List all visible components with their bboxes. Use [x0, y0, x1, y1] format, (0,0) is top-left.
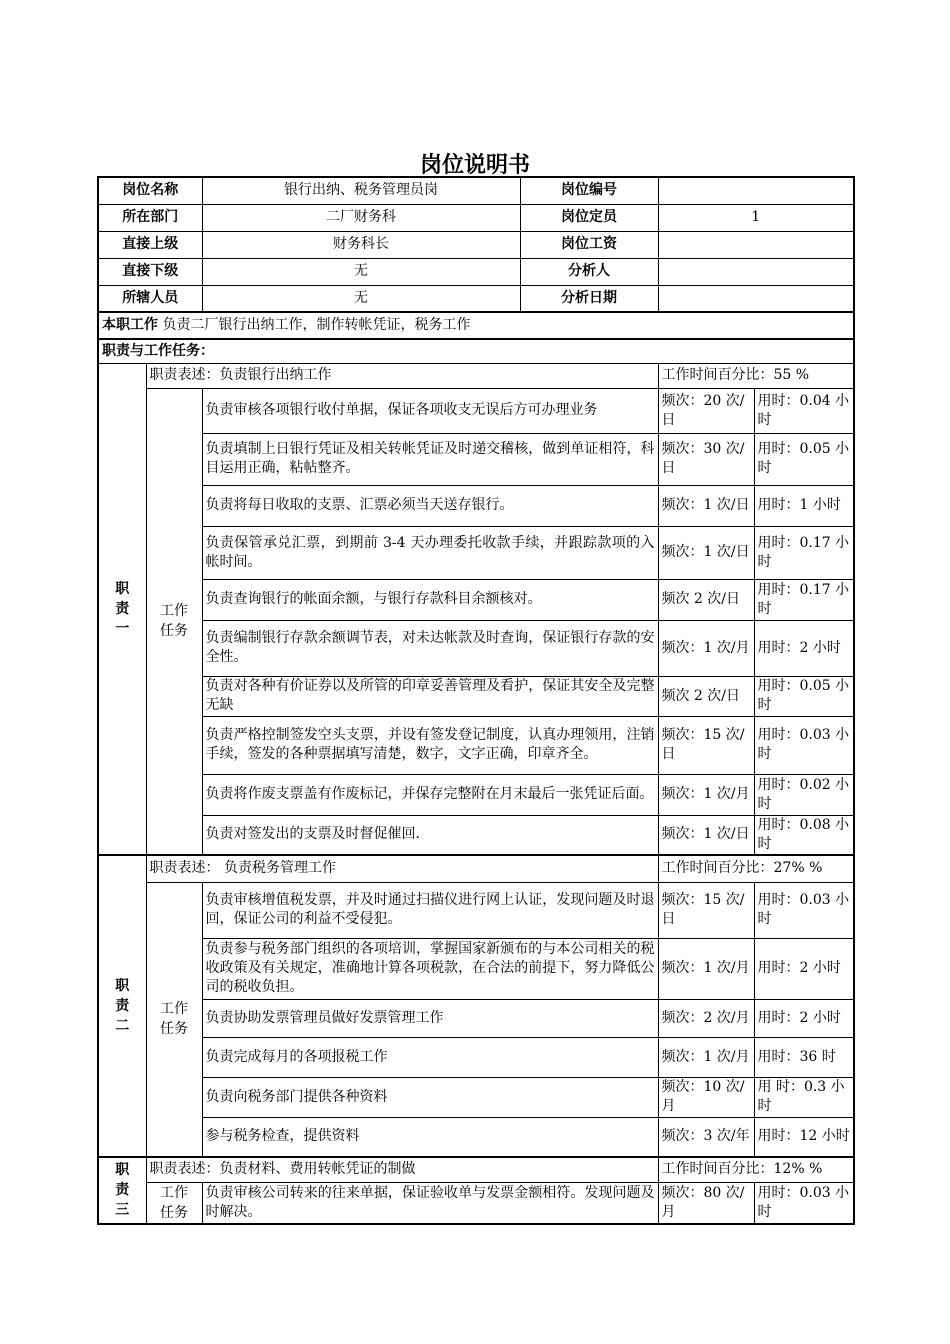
analysis-date-label: 分析日期	[520, 285, 658, 312]
duty-pct: 工作时间百分比：55 %	[658, 363, 854, 388]
task-freq: 频次：10 次/ 月	[658, 1077, 754, 1117]
task-freq: 频次：15 次/日	[658, 716, 754, 774]
work-task-label: 工作任务	[146, 1182, 202, 1224]
job-description-table	[97, 176, 855, 1225]
task-freq: 频次：1 次/日	[658, 526, 754, 579]
main-work-label: 本职工作	[102, 317, 158, 333]
task-time: 用时：0.02 小时	[754, 774, 854, 815]
duty-desc: 职责表述：负责材料、费用转帐凭证的制做	[146, 1157, 658, 1182]
analyst-value	[658, 258, 854, 285]
main-work-text: 负责二厂银行出纳工作，制作转帐凭证，税务工作	[162, 317, 471, 333]
task-freq: 频次：3 次/年	[658, 1117, 754, 1157]
task-time: 用时：2 小时	[754, 999, 854, 1037]
task-freq: 频次 2 次/日	[658, 579, 754, 620]
task-time: 用时：36 时	[754, 1037, 854, 1077]
job-no-value	[658, 177, 854, 204]
governed-value: 无	[202, 285, 520, 312]
task-text: 负责严格控制签发空头支票，并设有签发登记制度，认真办理领用，注销手续，签发的各种票据填写清楚，数字，文字正确，印章齐全。	[202, 716, 658, 774]
main-work-row	[98, 312, 854, 339]
task-freq: 频次：1 次/月	[658, 1037, 754, 1077]
task-time: 用时：0.17 小时	[754, 579, 854, 620]
task-freq: 频次：1 次/月	[658, 774, 754, 815]
task-text: 负责审核公司转来的往来单据，保证验收单与发票金额相符。发现问题及时解决。	[202, 1182, 658, 1224]
analysis-date-value	[658, 285, 854, 312]
task-time: 用 时：0.3 小时	[754, 1077, 854, 1117]
task-time: 用时：0.03 小时	[754, 882, 854, 938]
duty-pct: 工作时间百分比：27% %	[658, 855, 854, 882]
task-text: 负责协助发票管理员做好发票管理工作	[202, 999, 658, 1037]
task-freq: 频次：20 次/日	[658, 388, 754, 433]
task-time: 用时：2 小时	[754, 938, 854, 999]
task-freq: 频次：15 次/日	[658, 882, 754, 938]
task-time: 用时：1 小时	[754, 485, 854, 526]
subordinate-label: 直接下级	[98, 258, 202, 285]
task-time: 用时：2 小时	[754, 620, 854, 676]
task-time: 用时：0.03 小时	[754, 716, 854, 774]
dept-value: 二厂财务科	[202, 204, 520, 231]
task-text: 参与税务检查，提供资料	[202, 1117, 658, 1157]
analyst-label: 分析人	[520, 258, 658, 285]
task-time: 用时：0.08 小时	[754, 815, 854, 855]
task-time: 用时：0.05 小时	[754, 676, 854, 716]
task-text: 负责审核增值税发票，并及时通过扫描仪进行网上认证，发现问题及时退回，保证公司的利益不受侵犯。	[202, 882, 658, 938]
salary-value	[658, 231, 854, 258]
task-freq: 频次：1 次/日	[658, 485, 754, 526]
task-text: 负责完成每月的各项报税工作	[202, 1037, 658, 1077]
work-task-label: 工作任务	[146, 388, 202, 855]
task-text: 负责将每日收取的支票、汇票必须当天送存银行。	[202, 485, 658, 526]
job-name-label: 岗位名称	[98, 177, 202, 204]
task-text: 负责审核各项银行收付单据，保证各项收支无误后方可办理业务	[202, 388, 658, 433]
task-freq: 频次：30 次/日	[658, 433, 754, 485]
task-text: 负责对各种有价证券以及所管的印章妥善管理及看护，保证其安全及完整无缺	[202, 676, 658, 716]
task-text: 负责对签发出的支票及时督促催回.	[202, 815, 658, 855]
task-text: 负责查询银行的帐面余额，与银行存款科目余额核对。	[202, 579, 658, 620]
task-freq: 频次：1 次/月	[658, 938, 754, 999]
governed-label: 所辖人员	[98, 285, 202, 312]
headcount-value: 1	[658, 204, 854, 231]
task-freq: 频次 2 次/日	[658, 676, 754, 716]
task-text: 负责填制上日银行凭证及相关转帐凭证及时递交稽核，做到单证相符，科目运用正确，粘帖整齐。	[202, 433, 658, 485]
dept-label: 所在部门	[98, 204, 202, 231]
task-text: 负责保管承兑汇票，到期前 3-4 天办理委托收款手续，并跟踪款项的入帐时间。	[202, 526, 658, 579]
task-freq: 频次：1 次/月	[658, 620, 754, 676]
subordinate-value: 无	[202, 258, 520, 285]
duties-heading: 职责与工作任务：	[98, 339, 854, 363]
task-text: 负责向税务部门提供各种资料	[202, 1077, 658, 1117]
task-time: 用时：0.05 小时	[754, 433, 854, 485]
job-no-label: 岗位编号	[520, 177, 658, 204]
salary-label: 岗位工资	[520, 231, 658, 258]
task-freq: 频次：2 次/月	[658, 999, 754, 1037]
task-freq: 频次：80 次/ 月	[658, 1182, 754, 1224]
page-title: 岗位说明书	[419, 153, 530, 178]
duty-desc: 职责表述：负责银行出纳工作	[146, 363, 658, 388]
duty-name: 职责三	[98, 1157, 146, 1224]
headcount-label: 岗位定员	[520, 204, 658, 231]
duty-desc: 职责表述： 负责税务管理工作	[146, 855, 658, 882]
task-time: 用时：12 小时	[754, 1117, 854, 1157]
superior-value: 财务科长	[202, 231, 520, 258]
duty-pct: 工作时间百分比：12% %	[658, 1157, 854, 1182]
task-time: 用时：0.04 小时	[754, 388, 854, 433]
work-task-label: 工作任务	[146, 882, 202, 1157]
task-text: 负责参与税务部门组织的各项培训，掌握国家新颁布的与本公司相关的税收政策及有关规定，准确地计算各项税款，在合法的前提下，努力降低公司的税收负担。	[202, 938, 658, 999]
superior-label: 直接上级	[98, 231, 202, 258]
task-freq: 频次：1 次/日	[658, 815, 754, 855]
duty-name: 职责二	[98, 855, 146, 1157]
job-name-value: 银行出纳、税务管理员岗	[202, 177, 520, 204]
task-time: 用时：0.17 小时	[754, 526, 854, 579]
task-text: 负责将作废支票盖有作废标记，并保存完整附在月末最后一张凭证后面。	[202, 774, 658, 815]
task-time: 用时：0.03 小时	[754, 1182, 854, 1224]
duty-name: 职责一	[98, 363, 146, 855]
task-text: 负责编制银行存款余额调节表，对未达帐款及时查询，保证银行存款的安全性。	[202, 620, 658, 676]
